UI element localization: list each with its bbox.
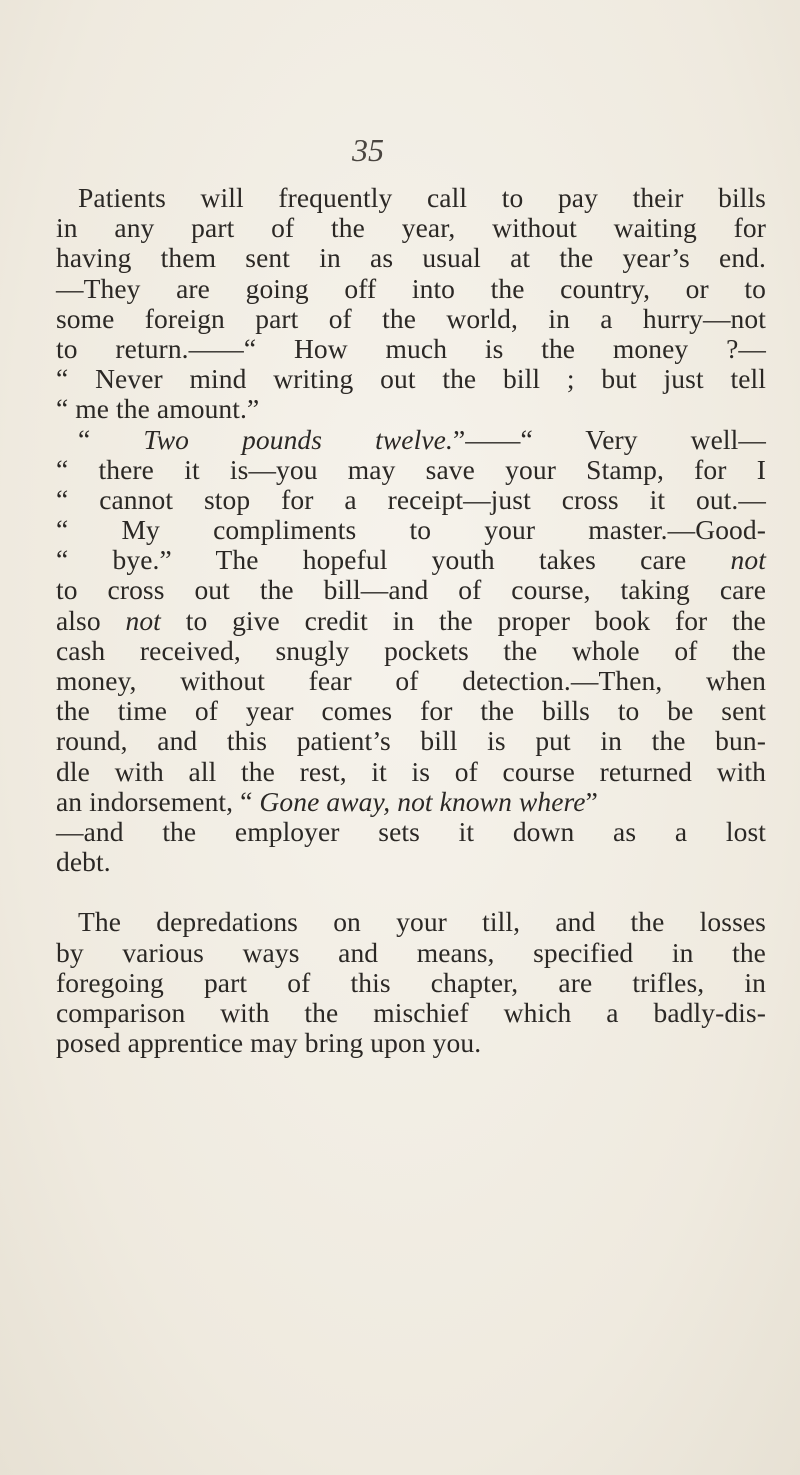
text-line: “ Never mind writing out the bill ; but just tell: [56, 363, 766, 395]
italic-text: Gone away, not known where: [259, 785, 586, 817]
text-line: dle with all the rest, it is of course returned with: [56, 755, 766, 787]
text-line: the time of year comes for the bills to be sent: [56, 695, 766, 727]
text-span: “ bye.” The hopeful youth takes care: [56, 544, 731, 576]
text-line: —and the employer sets it down as a lost: [56, 815, 766, 847]
text-line: Patients will frequently call to pay their bills: [78, 182, 766, 213]
text-line: “ My compliments to your master.—Good-: [56, 514, 766, 546]
text-line: in any part of the year, without waiting for: [56, 212, 766, 244]
text-span: ”——“ Very well—: [452, 423, 766, 455]
text-span: also: [56, 604, 126, 636]
text-line: debt.: [56, 846, 111, 878]
text-line: “ me the amount.”: [56, 393, 260, 425]
text-line: The depredations on your till, and the losses: [78, 906, 766, 938]
page-number: 35: [352, 132, 384, 168]
text-line: posed apprentice may bring upon you.: [56, 1027, 482, 1059]
text-line: round, and this patient’s bill is put in the bun-: [56, 725, 766, 757]
paragraph-2: [56, 425, 766, 878]
text-line: to return.——“ How much is the money ?—: [56, 332, 766, 364]
text-line: by various ways and means, specified in the: [56, 936, 766, 968]
text-line: —They are going off into the country, or to: [56, 272, 766, 304]
text-span: ”: [585, 785, 598, 817]
text-line: cash received, snugly pockets the whole of the: [56, 634, 766, 666]
text-line: [56, 606, 766, 636]
text-line: “ cannot stop for a receipt—just cross it out.—: [56, 483, 766, 515]
italic-text: not: [730, 544, 766, 576]
text-line: money, without fear of detection.—Then, when: [56, 665, 766, 696]
text-line: foregoing part of this chapter, are trifles, in: [56, 966, 766, 998]
paragraph-1: [56, 183, 766, 425]
text-line: comparison with the mischief which a badly-dis-: [56, 996, 766, 1028]
body-text: [56, 183, 766, 1058]
text-line: to cross out the bill—and of course, taking care: [56, 574, 766, 606]
text-line: some foreign part of the world, in a hurry—not: [56, 302, 766, 334]
text-line: “ there it is—you may save your Stamp, for I: [56, 453, 766, 485]
paragraph-3: [56, 907, 766, 1058]
text-span: an indorsement, “: [56, 785, 260, 817]
text-line: [56, 545, 766, 575]
text-line: having them sent in as usual at the year’s end.: [56, 242, 766, 274]
text-line: “ Two pounds twelve.”——“ Very well—: [78, 423, 766, 455]
text-line: [56, 787, 766, 817]
italic-text: not: [125, 604, 161, 636]
text-span: to give credit in the proper book for the: [160, 604, 766, 636]
italic-text: Two pounds twelve.: [143, 423, 453, 455]
